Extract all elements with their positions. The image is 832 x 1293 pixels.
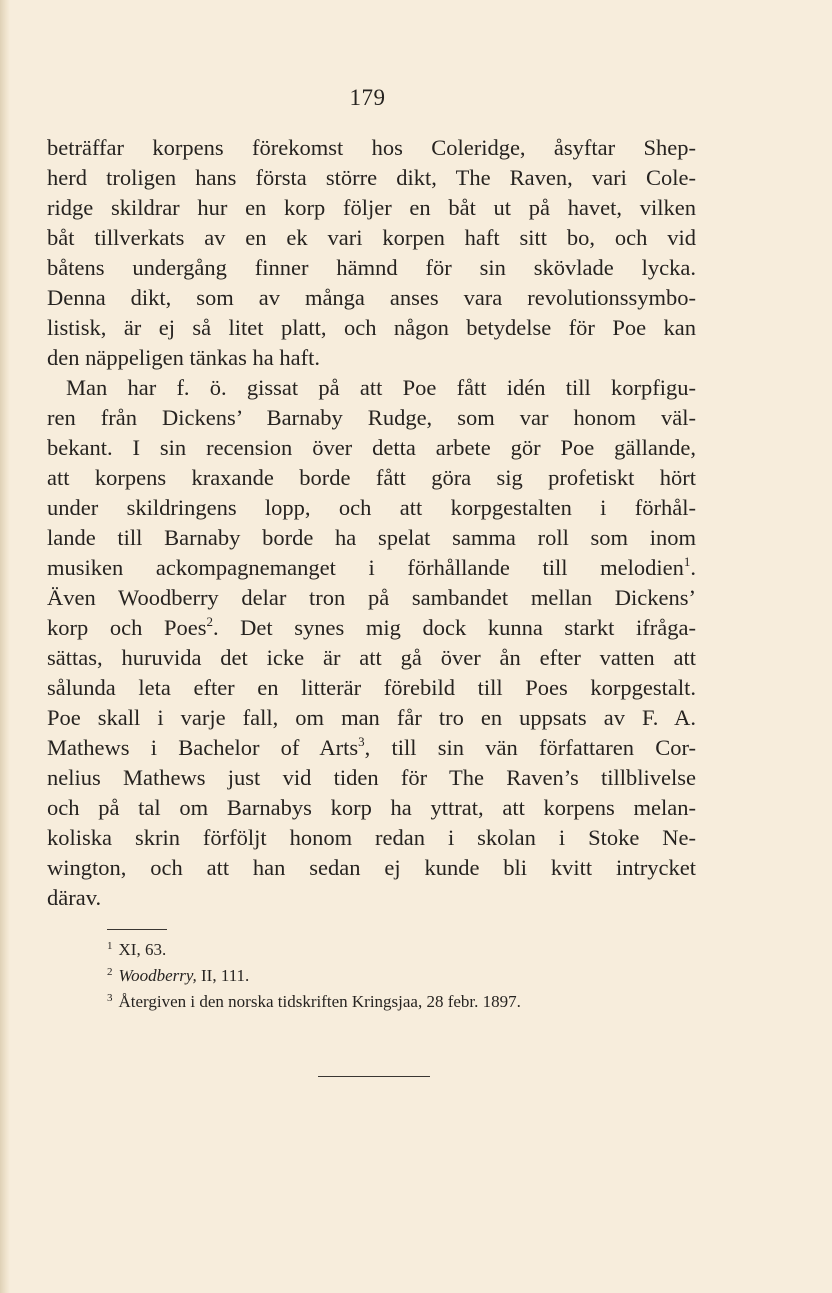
- text-line: sättas, huruvida det icke är att gå över ån efter vatten att: [47, 645, 696, 670]
- footnote-mark: 1: [107, 940, 113, 952]
- footnote-ref-1: 1: [683, 554, 691, 569]
- text-line: ridge skildrar hur en korp följer en båt ut på havet, vilken: [47, 195, 696, 220]
- text-line: wington, och att han sedan ej kunde bli kvitt intrycket: [47, 855, 696, 880]
- page-number: 179: [349, 85, 386, 110]
- footnote-2: $^2$ Woodberry, II, 111.: [107, 966, 250, 985]
- text-line: korp och Poes$^2$. Det synes mig dock kunna starkt ifråga-: [47, 614, 696, 640]
- text-line: lande till Barnaby borde ha spelat samma roll som inom: [47, 525, 696, 550]
- text-line: bekant. I sin recension över detta arbete gör Poe gällande,: [47, 435, 696, 460]
- text-line: att korpens kraxande borde fått göra sig profetiskt hört: [47, 465, 696, 490]
- text-line: listisk, är ej så litet platt, och någon betydelse för Poe kan: [47, 315, 696, 340]
- footnote-1: $^1$ XI, 63.: [107, 940, 167, 959]
- text-line: båtens undergång finner hämnd för sin skövlade lycka.: [47, 255, 696, 280]
- footnote-3: $^3$ Återgiven i den norska tidskriften Kringsjaa, 28 febr. 1897.: [107, 992, 521, 1011]
- text-line: sålunda leta efter en litterär förebild till Poes korpgestalt.: [47, 675, 696, 700]
- bottom-divider: [318, 1076, 430, 1077]
- text-line: Man har f. ö. gissat på att Poe fått idén till korpfigu-: [66, 375, 696, 400]
- text-line: Mathews i Bachelor of Arts$^3$, till sin vän författaren Cor-: [47, 734, 696, 760]
- footnote-mark: 3: [107, 992, 113, 1004]
- text-line: ren från Dickens’ Barnaby Rudge, som var honom väl-: [47, 405, 696, 430]
- text-line: under skildringens lopp, och att korpgestalten i förhål-: [47, 495, 696, 520]
- footnote-ref-2: 2: [206, 614, 213, 629]
- text-line: Denna dikt, som av många anses vara revolutionssymbo-: [47, 285, 696, 310]
- text-line: Poe skall i varje fall, om man får tro en uppsats av F. A.: [47, 705, 696, 730]
- footnotes: [107, 937, 707, 1015]
- body-text: [47, 133, 696, 913]
- page-edge-shadow: [0, 0, 10, 1293]
- text-line: Även Woodberry delar tron på sambandet mellan Dickens’: [47, 585, 696, 610]
- text-line: båt tillverkats av en ek vari korpen haft sitt bo, och vid: [47, 225, 696, 250]
- text-line: därav.: [47, 885, 102, 910]
- text-line: herd troligen hans första större dikt, The Raven, vari Cole-: [47, 165, 696, 190]
- text-line: nelius Mathews just vid tiden för The Raven’s tillblivelse: [47, 765, 696, 790]
- footnote-ref-3: 3: [358, 734, 365, 749]
- footnote-mark: 2: [107, 966, 113, 978]
- footnote-divider: [107, 929, 167, 930]
- text-line: koliska skrin förföljt honom redan i skolan i Stoke Ne-: [47, 825, 696, 850]
- text-line: och på tal om Barnabys korp ha yttrat, att korpens melan-: [47, 795, 696, 820]
- text-line: musiken ackompagnemanget i förhållande till melodien$^1$.: [47, 554, 696, 580]
- text-line: beträffar korpens förekomst hos Coleridge, åsyftar Shep-: [47, 135, 696, 160]
- text-line: den näppeligen tänkas ha haft.: [47, 345, 321, 370]
